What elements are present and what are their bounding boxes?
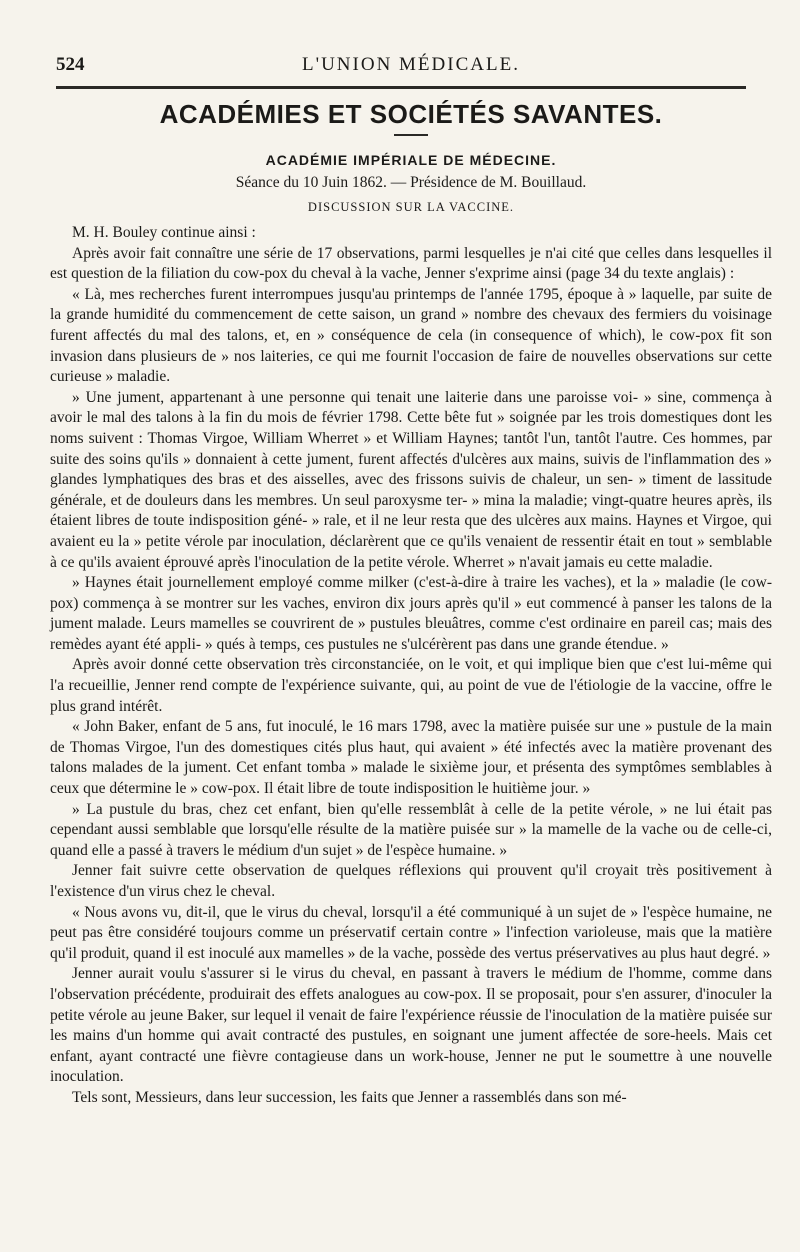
discussion-title: DISCUSSION SUR LA VACCINE. (307, 200, 515, 214)
paragraph: « Nous avons vu, dit-il, que le virus du cheval, lorsqu'il a été communiqué à un sujet de » l'espèce humaine, ne peut pas être considéré toujours comme un préservatif certain contre » l'infection varioleuse, mais que la matière qu'il produit, quand il est inoculé aux mamelles » de la vache, possède des vertus préservatives au plus haut degré. » (50, 903, 772, 962)
page-number: 524 (56, 54, 85, 75)
paragraph: M. H. Bouley continue ainsi : (72, 224, 256, 241)
paragraph: « Là, mes recherches furent interrompues jusqu'au printemps de l'année 1795, époque à » laquelle, par suite de la grande humidité du commencement de cette saison, un grand » nombre des chevaux des fermiers du voisinage furent affectés du mal des talons, et, en » conséquence de cela (in consequence of which), le cow-pox fit son invasion dans plusieurs de » nos laiteries, ce qui me fournit l'occasion de faire de nouvelles observations sur cette curieuse » maladie. (50, 285, 772, 386)
running-header (50, 50, 772, 84)
paragraph: Tels sont, Messieurs, dans leur succession, les faits que Jenner a rassemblés dans son mé- (72, 1088, 627, 1106)
article-body (50, 223, 772, 1109)
header-rule (56, 86, 746, 89)
paragraph: Jenner aurait voulu s'assurer si le virus du cheval, en passant à travers le médium de l'homme, comme dans l'observation précédente, produirait des effets analogues au cow-pox. Il se proposait, pour s'en assurer, d'inoculer la petite vérole au jeune Baker, sur lequel il venait de faire l'expérience réussie de l'inoculation de la matière puisée sur les mains d'un homme qui avait contracté des pustules, en soignant une jument affectée de sore-heels. Mais cet enfant, ayant contracté une fièvre contagieuse dans un work-house, Jenner ne put le soumettre à une nouvelle inoculation. (50, 965, 772, 1086)
paragraph: Après avoir fait connaître une série de 17 observations, parmi lesquelles je n'ai cité que celles dans lesquelles il est question de la filiation du cow-pox du cheval à la vache, Jenner s'exprime ainsi (page 34 du texte anglais) : (50, 244, 772, 283)
paragraph: » La pustule du bras, chez cet enfant, bien qu'elle ressemblât à celle de la petite vérole, » ne lui était pas cependant aussi semblable que lorsqu'elle résulte de la matière puisée sur » la mamelle de la vache ou de celle-ci, quand elle a passé à travers le médium d'un sujet » de l'espèce humaine. » (50, 800, 772, 859)
paragraph: Après avoir donné cette observation très circonstanciée, on le voit, et qui implique bien que c'est lui-même qui l'a recueillie, Jenner rend compte de l'expérience suivante, qui, au point de vue de l'étiologie de la vaccine, offre le plus grand intérêt. (50, 656, 772, 715)
title-divider (394, 134, 428, 136)
journal-title: L'UNION MÉDICALE. (302, 54, 520, 75)
academy-title: ACADÉMIE IMPÉRIALE DE MÉDECINE. (265, 152, 557, 168)
paragraph: » Une jument, appartenant à une personne qui tenait une laiterie dans une paroisse voi- » sine, commença à avoir le mal des talons à la fin du mois de février 1798. Cette bête fut » soignée par les trois domestiques dont les noms suivent : Thomas Virgoe, William Wherret » et William Haynes; tantôt l'un, tantôt l'autre. Ces hommes, par suite des soins qu'ils » donnaient à cette jument, furent affectés d'ulcères aux mains, suivis de l'inflammation des » glandes lymphatiques des bras et des aisselles, avec des frissons suivis de chaleur, un sen- » timent de lassitude générale, et de douleurs dans les membres. Un seul paroxysme ter- » mina la maladie; vingt-quatre heures après, ils étaient libres de toute indisposition géné- » rale, et il ne leur resta que des ulcères aux mains. Haynes et Virgoe, qui avaient eu la » petite vérole par inoculation, déclarèrent que ce qu'ils venaient de ressentir était en tout » semblable à ce qu'ils avaient éprouvé après l'inoculation de la petite vérole. Wherret » n'avait jamais eu cette maladie. (50, 388, 772, 571)
paragraph: « John Baker, enfant de 5 ans, fut inoculé, le 16 mars 1798, avec la matière puisée sur une » pustule de la main de Thomas Virgoe, l'un des domestiques cités plus haut, qui avaient » été infectés avec la matière provenant des talons malades de la jument. Cet enfant tomba » malade le sixième jour, et présenta des symptômes semblables à ceux que détermine le » cow-pox. Il était libre de toute indisposition le huitième jour. » (50, 718, 772, 798)
session-line: Séance du 10 Juin 1862. — Présidence de M. Bouillaud. (235, 174, 587, 191)
paragraph: » Haynes était journellement employé comme milker (c'est-à-dire à traire les vaches), et la » maladie (le cow-pox) commença à se montrer sur les vaches, environ dix jours après qu'il » eut commencé à panser les talons de la jument malade. Leurs mamelles se couvrirent de » pustules bleuâtres, comme c'est ordinaire en pareil cas; mais des remèdes ayant été appli- » qués à temps, ces pustules ne s'ulcérèrent pas dans une grande étendue. » (50, 574, 772, 653)
section-title: ACADÉMIES ET SOCIÉTÉS SAVANTES. (159, 99, 663, 129)
paragraph: Jenner fait suivre cette observation de quelques réflexions qui prouvent qu'il croyait très positivement à l'existence d'un virus chez le cheval. (50, 862, 772, 900)
